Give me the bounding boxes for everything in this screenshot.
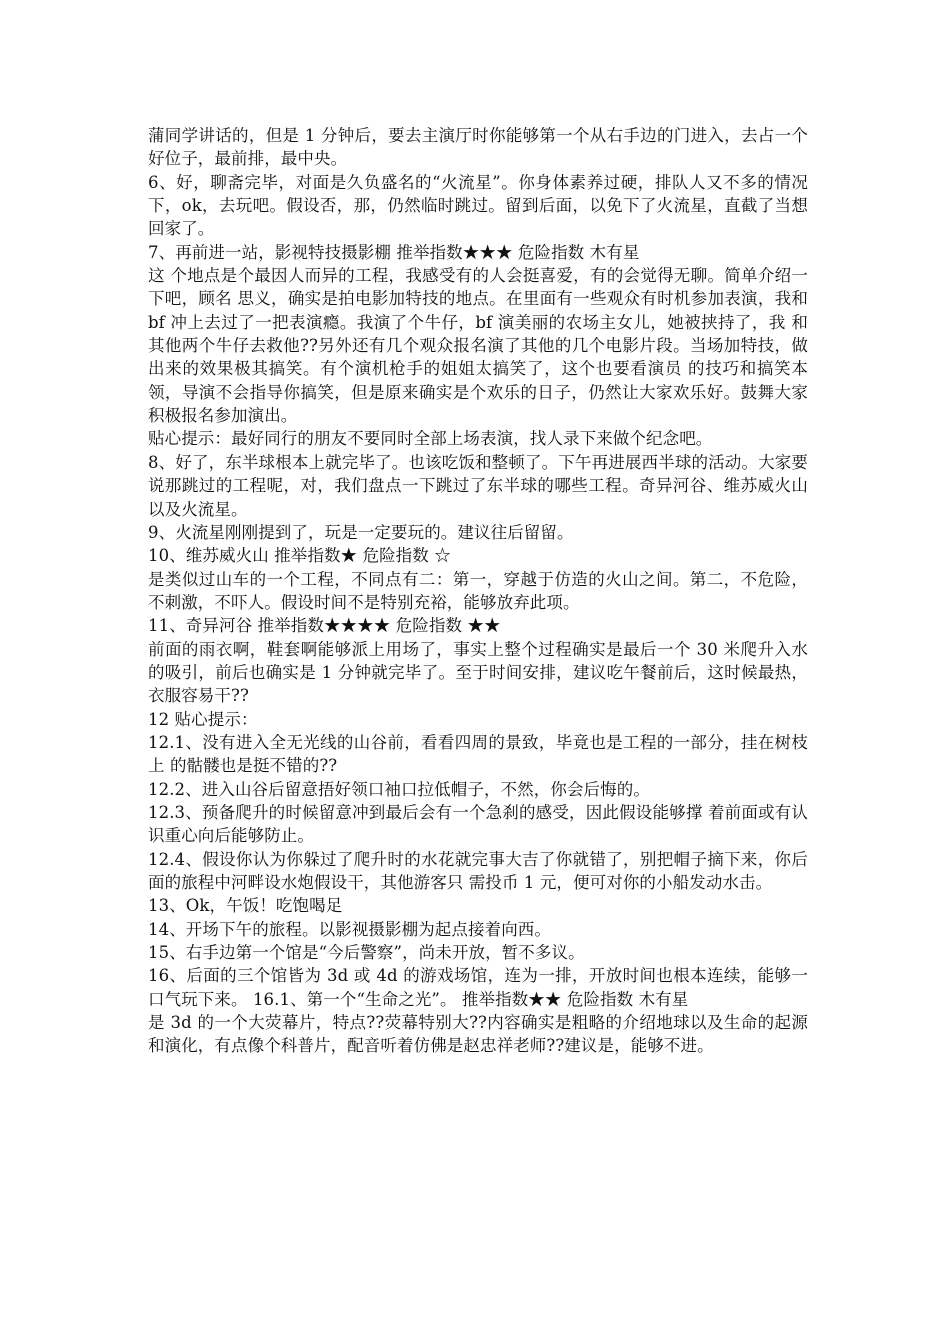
paragraph-item-11-heading: 11、奇异河谷 推举指数★★★★ 危险指数 ★★	[148, 616, 501, 636]
paragraph-item-9: 9、火流星刚刚提到了，玩是一定要玩的。建议往后留留。	[148, 522, 574, 542]
paragraph-item-12-4: 12.4、假设你认为你躲过了爬升时的水花就完事大吉了你就错了，别把帽子摘下来，你后面的旅程中河畔设水炮假设干，其他游客只 需投币 1 元，便可对你的小船发动水击。	[148, 849, 808, 892]
paragraph-item-7-body: 这 个地点是个最因人而异的工程，我感受有的人会挺喜爱，有的会觉得无聊。简单介绍一下吧，顾名 思义，确实是拍电影加特技的地点。在里面有一些观众有时机参加表演，我和 bf 冲上去过了一把表演瘾。我演了个牛仔，bf 演美丽的农场主女儿，她被挟持了，我 和其他两个牛仔去救他??另外还有几个观众报名演了其他的几个电影片段。当场加特技，做出来的效果极其搞笑。有个演机枪手的姐姐太搞笑了，这个也要看演员 的技巧和搞笑本领，导演不会指导你搞笑，但是原来确实是个欢乐的日子，仍然让大家欢乐好。鼓舞大家积极报名参加演出。	[148, 266, 808, 426]
paragraph-item-14: 14、开场下午的旅程。以影视摄影棚为起点接着向西。	[148, 919, 551, 939]
paragraph-item-16-body: 是 3d 的一个大荧幕片，特点??荧幕特别大??内容确实是粗略的介绍地球以及生命的起源和演化，有点像个科普片，配音听着仿佛是赵忠祥老师??建议是，能够不进。	[148, 1013, 808, 1056]
paragraph-item-16: 16、后面的三个馆皆为 3d 或 4d 的游戏场馆，连为一排，开放时间也根本连续，能够一口气玩下来。 16.1、第一个“生命之光”。 推举指数★★ 危险指数 木有星	[148, 966, 808, 1009]
paragraph-item-10-heading: 10、维苏威火山 推举指数★ 危险指数 ☆	[148, 546, 451, 566]
paragraph-item-7-heading: 7、再前进一站，影视特技摄影棚 推举指数★★★ 危险指数 木有星	[148, 242, 640, 262]
paragraph-continuation: 蒲同学讲话的，但是 1 分钟后，要去主演厅时你能够第一个从右手边的门进入，去占一个好位子，最前排，最中央。	[148, 126, 808, 169]
document-body	[148, 124, 808, 1058]
paragraph-item-8: 8、好了，东半球根本上就完毕了。也该吃饭和整顿了。下午再进展西半球的活动。大家要说那跳过的工程呢，对，我们盘点一下跳过了东半球的哪些工程。奇异河谷、维苏威火山以及火流星。	[148, 452, 808, 519]
paragraph-item-12-1: 12.1、没有进入全无光线的山谷前，看看四周的景致，毕竟也是工程的一部分，挂在树枝上 的骷髅也是挺不错的??	[148, 732, 808, 776]
paragraph-item-12-heading: 12 贴心提示：	[148, 709, 258, 729]
paragraph-item-13: 13、Ok，午饭！吃饱喝足	[148, 896, 343, 916]
paragraph-item-10-body: 是类似过山车的一个工程，不同点有二：第一，穿越于仿造的火山之间。第二，不危险，不刺激，不吓人。假设时间不是特别充裕，能够放弃此项。	[148, 569, 808, 612]
paragraph-item-6: 6、好，聊斋完毕，对面是久负盛名的“火流星”。你身体素养过硬，排队人又不多的情况下，ok，去玩吧。假设否，那，仍然临时跳过。留到后面，以免下了火流星，直截了当想回家了。	[148, 172, 808, 239]
paragraph-item-11-body: 前面的雨衣啊，鞋套啊能够派上用场了，事实上整个过程确实是最后一个 30 米爬升入水的吸引，前后也确实是 1 分钟就完毕了。至于时间安排，建议吃午餐前后，这时候最热，衣服容易干??	[148, 639, 808, 706]
paragraph-item-12-2: 12.2、进入山谷后留意捂好领口袖口拉低帽子，不然，你会后悔的。	[148, 779, 650, 799]
paragraph-item-15: 15、右手边第一个馆是“今后警察”，尚未开放，暂不多议。	[148, 943, 585, 963]
paragraph-tip: 贴心提示：最好同行的朋友不要同时全部上场表演，找人录下来做个纪念吧。	[148, 429, 713, 449]
paragraph-item-12-3: 12.3、预备爬升的时候留意冲到最后会有一个急刹的感受，因此假设能够撑 着前面或有认识重心向后能够防止。	[148, 802, 808, 846]
